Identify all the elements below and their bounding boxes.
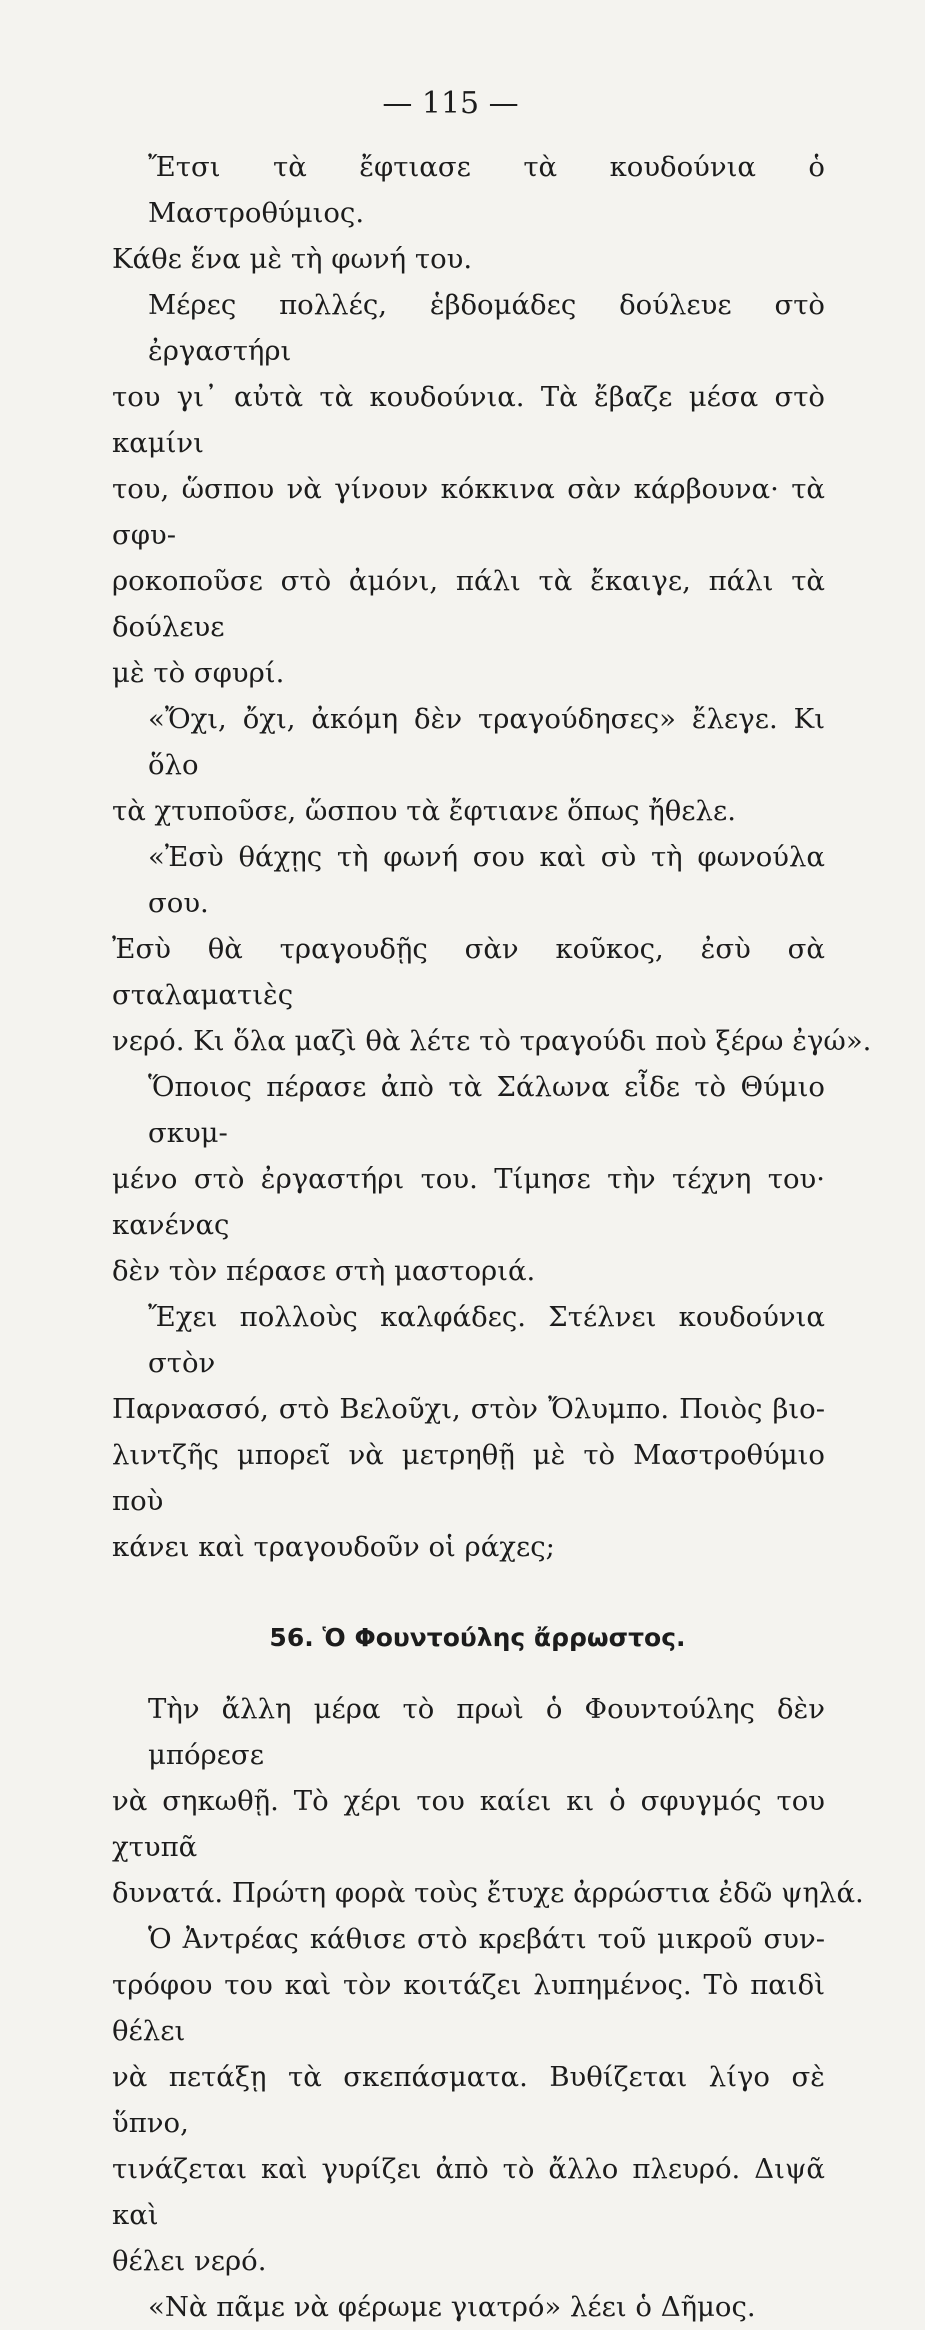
text-line: «Νὰ πᾶμε νὰ φέρωμε γιατρό» λέει ὁ Δῆμος.	[148, 2291, 756, 2323]
text-line: τρόφου του καὶ τὸν κοιτάζει λυπημένος. Τὸ παιδὶ θέλει	[112, 1969, 825, 2047]
text-line: μὲ τὸ σφυρί.	[112, 657, 285, 689]
paragraph	[112, 696, 825, 834]
text-line: Ὅποιος πέρασε ἀπὸ τὰ Σάλωνα εἶδε τὸ Θύμιο σκυμ-	[148, 1071, 825, 1149]
paragraph	[112, 144, 825, 282]
text-line: κάνει καὶ τραγουδοῦν οἱ ράχες;	[112, 1531, 555, 1563]
text-line: τὰ χτυποῦσε, ὥσπου τὰ ἔφτιανε ὅπως ἤθελε.	[112, 795, 736, 827]
paragraph	[112, 1294, 825, 1570]
text-block-after	[112, 1686, 864, 2330]
text-line: δὲν τὸν πέρασε στὴ μαστοριά.	[112, 1255, 536, 1287]
text-line: τινάζεται καὶ γυρίζει ἀπὸ τὸ ἄλλο πλευρό. Διψᾶ καὶ	[112, 2153, 825, 2231]
text-line: «Ὄχι, ὄχι, ἀκόμη δὲν τραγούδησες» ἔλεγε. Κι ὅλο	[148, 703, 825, 781]
text-line: του, ὥσπου νὰ γίνουν κόκκινα σὰν κάρβουνα· τὰ σφυ-	[112, 473, 825, 551]
text-line: νὰ σηκωθῇ. Τὸ χέρι του καίει κι ὁ σφυγμός του χτυπᾶ	[112, 1785, 825, 1863]
text-line: θέλει νερό.	[112, 2245, 267, 2277]
text-line: λιντζῆς μπορεῖ νὰ μετρηθῇ μὲ τὸ Μαστροθύμιο ποὺ	[112, 1439, 825, 1517]
text-line: νερό. Κι ὅλα μαζὶ θὰ λέτε τὸ τραγούδι ποὺ ξέρω ἐγώ».	[112, 1025, 872, 1057]
paragraph	[112, 282, 825, 696]
text-block-before	[112, 144, 872, 1570]
paragraph	[112, 1064, 825, 1294]
text-line: Μέρες πολλές, ἑβδομάδες δούλευε στὸ ἐργαστήρι	[148, 289, 825, 367]
page-number: — 115 —	[382, 86, 519, 121]
text-line: Κάθε ἕνα μὲ τὴ φωνή του.	[112, 243, 473, 275]
text-line: Ἔτσι τὰ ἔφτιασε τὰ κουδούνια ὁ Μαστροθύμιος.	[148, 151, 825, 229]
paragraph	[112, 1686, 864, 1916]
text-line: Ὁ Ἀντρέας κάθισε στὸ κρεβάτι τοῦ μικροῦ συν-	[148, 1923, 825, 1955]
paragraph	[112, 1916, 825, 2284]
paragraph	[112, 2284, 825, 2330]
text-line: του γι᾽ αὐτὰ τὰ κουδούνια. Τὰ ἔβαζε μέσα στὸ καμίνι	[112, 381, 825, 459]
paragraph	[112, 834, 872, 1064]
section-heading: 56. Ὁ Φουντούλης ἄρρωστος.	[269, 1623, 686, 1652]
text-line: ροκοποῦσε στὸ ἀμόνι, πάλι τὰ ἔκαιγε, πάλι τὰ δούλευε	[112, 565, 825, 643]
text-line: «Ἐσὺ θάχῃς τὴ φωνή σου καὶ σὺ τὴ φωνούλα σου.	[148, 841, 825, 919]
text-line: δυνατά. Πρώτη φορὰ τοὺς ἔτυχε ἀρρώστια ἐδῶ ψηλά.	[112, 1877, 864, 1909]
text-line: μένο στὸ ἐργαστήρι του. Τίμησε τὴν τέχνη του· κανένας	[112, 1163, 825, 1241]
text-line: Παρνασσό, στὸ Βελοῦχι, στὸν Ὄλυμπο. Ποιὸς βιο-	[112, 1393, 825, 1425]
text-line: Ἐσὺ θὰ τραγουδῇς σὰν κοῦκος, ἐσὺ σὰ σταλαματιὲς	[112, 933, 825, 1011]
text-line: νὰ πετάξῃ τὰ σκεπάσματα. Βυθίζεται λίγο σὲ ὕπνο,	[112, 2061, 825, 2139]
text-line: Τὴν ἄλλη μέρα τὸ πρωὶ ὁ Φουντούλης δὲν μπόρεσε	[148, 1693, 825, 1771]
text-line: Ἔχει πολλοὺς καλφάδες. Στέλνει κουδούνια στὸν	[148, 1301, 825, 1379]
